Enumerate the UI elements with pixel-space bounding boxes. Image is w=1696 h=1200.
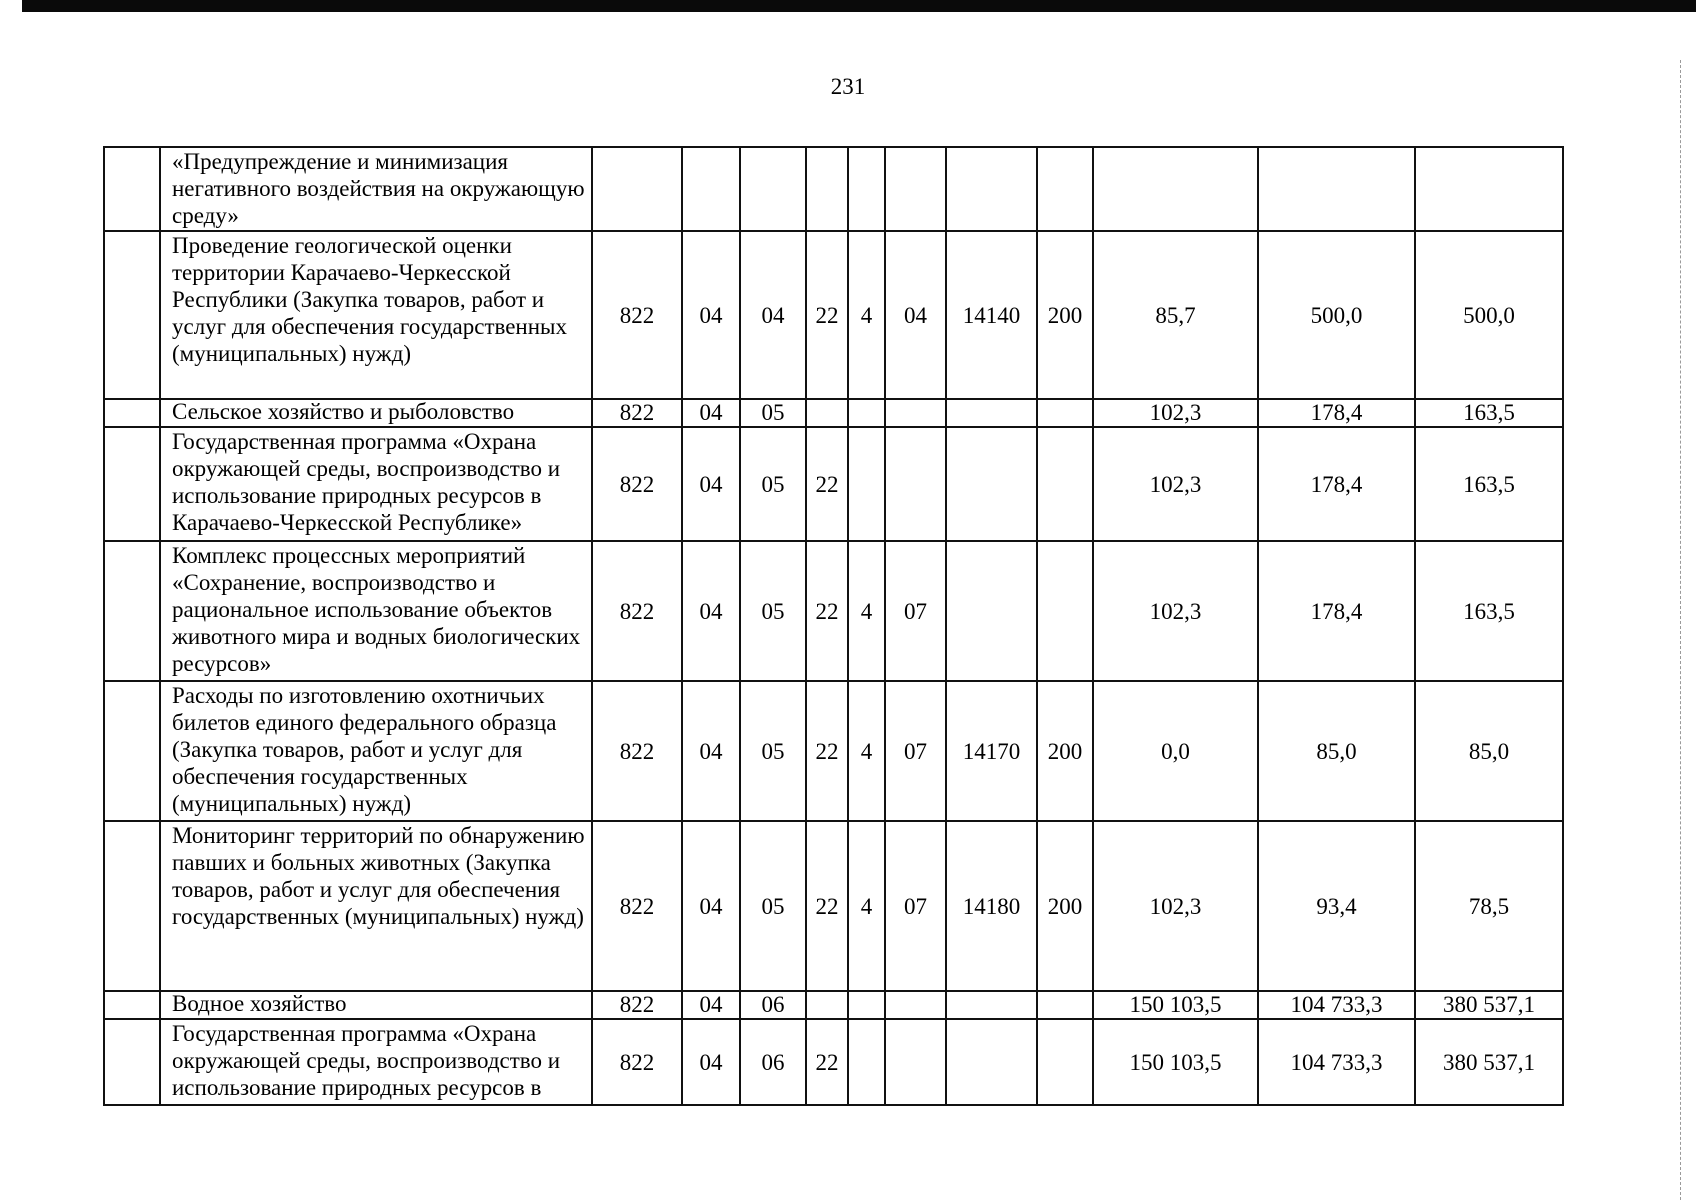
row-value-cell: 05 <box>740 427 806 541</box>
scan-right-edge <box>1680 60 1681 1200</box>
row-value-cell: 05 <box>740 399 806 427</box>
row-value-cell <box>1258 147 1415 231</box>
row-value-cell: 05 <box>740 681 806 821</box>
row-value-cell <box>848 1019 885 1105</box>
row-name-cell: Сельское хозяйство и рыболовство <box>160 399 592 427</box>
row-name-cell: Проведение геологической оценки территории Карачаево-Черкесской Республики (Закупка товаров, работ и услуг для обеспечения государственных (муниципальных) нужд) <box>160 231 592 399</box>
row-value-cell <box>806 147 848 231</box>
row-value-cell: 178,4 <box>1258 427 1415 541</box>
row-value-cell: 163,5 <box>1415 427 1563 541</box>
scan-top-border <box>22 0 1696 12</box>
row-value-cell: 822 <box>592 231 682 399</box>
row-value-cell <box>1415 147 1563 231</box>
table-row <box>104 427 1563 541</box>
row-index-cell <box>104 399 160 427</box>
row-value-cell: 14140 <box>946 231 1037 399</box>
row-value-cell: 163,5 <box>1415 541 1563 681</box>
row-value-cell: 22 <box>806 821 848 991</box>
row-value-cell: 07 <box>885 541 946 681</box>
row-value-cell: 200 <box>1037 821 1093 991</box>
row-value-cell <box>1037 399 1093 427</box>
table-row <box>104 147 1563 231</box>
row-value-cell: 4 <box>848 231 885 399</box>
row-value-cell: 380 537,1 <box>1415 1019 1563 1105</box>
row-index-cell <box>104 991 160 1019</box>
row-name-cell: Водное хозяйство <box>160 991 592 1019</box>
row-index-cell <box>104 541 160 681</box>
row-index-cell <box>104 427 160 541</box>
row-value-cell: 04 <box>885 231 946 399</box>
row-value-cell: 85,0 <box>1415 681 1563 821</box>
row-value-cell: 05 <box>740 821 806 991</box>
row-value-cell: 04 <box>682 541 740 681</box>
row-value-cell: 14170 <box>946 681 1037 821</box>
row-value-cell <box>885 1019 946 1105</box>
row-value-cell: 150 103,5 <box>1093 1019 1258 1105</box>
row-value-cell <box>1037 427 1093 541</box>
row-value-cell <box>848 991 885 1019</box>
row-value-cell: 822 <box>592 1019 682 1105</box>
row-value-cell <box>885 147 946 231</box>
row-value-cell <box>848 399 885 427</box>
row-value-cell: 178,4 <box>1258 399 1415 427</box>
row-value-cell: 04 <box>682 681 740 821</box>
row-value-cell: 822 <box>592 991 682 1019</box>
row-value-cell: 822 <box>592 427 682 541</box>
row-value-cell: 102,3 <box>1093 541 1258 681</box>
row-value-cell: 200 <box>1037 681 1093 821</box>
row-value-cell <box>946 399 1037 427</box>
table-row <box>104 681 1563 821</box>
row-value-cell <box>848 147 885 231</box>
row-value-cell: 04 <box>682 231 740 399</box>
budget-table <box>103 146 1564 1106</box>
row-value-cell: 163,5 <box>1415 399 1563 427</box>
row-value-cell: 22 <box>806 1019 848 1105</box>
row-value-cell: 822 <box>592 821 682 991</box>
row-value-cell <box>1037 541 1093 681</box>
row-value-cell: 4 <box>848 541 885 681</box>
row-value-cell: 822 <box>592 399 682 427</box>
row-value-cell: 04 <box>682 1019 740 1105</box>
row-value-cell: 04 <box>682 399 740 427</box>
row-value-cell: 500,0 <box>1415 231 1563 399</box>
row-value-cell: 04 <box>740 231 806 399</box>
row-value-cell: 93,4 <box>1258 821 1415 991</box>
row-value-cell <box>806 399 848 427</box>
row-value-cell <box>885 991 946 1019</box>
row-value-cell: 22 <box>806 681 848 821</box>
row-value-cell: 822 <box>592 681 682 821</box>
row-value-cell <box>848 427 885 541</box>
row-value-cell <box>682 147 740 231</box>
row-index-cell <box>104 1019 160 1105</box>
table-row <box>104 541 1563 681</box>
row-value-cell: 22 <box>806 231 848 399</box>
row-value-cell: 06 <box>740 991 806 1019</box>
row-value-cell <box>946 427 1037 541</box>
row-index-cell <box>104 821 160 991</box>
row-value-cell: 200 <box>1037 231 1093 399</box>
row-value-cell <box>946 1019 1037 1105</box>
row-value-cell: 4 <box>848 821 885 991</box>
row-value-cell: 4 <box>848 681 885 821</box>
row-value-cell: 14180 <box>946 821 1037 991</box>
row-value-cell: 04 <box>682 427 740 541</box>
row-value-cell: 822 <box>592 541 682 681</box>
row-value-cell <box>1037 991 1093 1019</box>
row-name-cell: Расходы по изготовлению охотничьих билетов единого федерального образца (Закупка товаров, работ и услуг для обеспечения государственных (муниципальных) нужд) <box>160 681 592 821</box>
row-value-cell: 102,3 <box>1093 427 1258 541</box>
row-value-cell <box>1037 1019 1093 1105</box>
row-value-cell: 380 537,1 <box>1415 991 1563 1019</box>
row-name-cell: Государственная программа «Охрана окружающей среды, воспроизводство и использование природных ресурсов в Карачаево-Черкесской Республике» <box>160 427 592 541</box>
row-value-cell: 104 733,3 <box>1258 1019 1415 1105</box>
row-value-cell: 178,4 <box>1258 541 1415 681</box>
table-row <box>104 231 1563 399</box>
row-index-cell <box>104 231 160 399</box>
row-value-cell <box>885 427 946 541</box>
row-value-cell: 22 <box>806 541 848 681</box>
row-value-cell: 102,3 <box>1093 821 1258 991</box>
row-value-cell: 85,7 <box>1093 231 1258 399</box>
row-value-cell <box>946 541 1037 681</box>
page-number: 231 <box>830 74 866 99</box>
row-value-cell <box>946 991 1037 1019</box>
row-value-cell <box>740 147 806 231</box>
table-row <box>104 399 1563 427</box>
row-value-cell: 06 <box>740 1019 806 1105</box>
table-row <box>104 1019 1563 1105</box>
row-value-cell <box>1037 147 1093 231</box>
row-value-cell: 07 <box>885 681 946 821</box>
row-value-cell <box>592 147 682 231</box>
row-value-cell <box>885 399 946 427</box>
table-row <box>104 991 1563 1019</box>
row-value-cell: 05 <box>740 541 806 681</box>
row-value-cell: 04 <box>682 821 740 991</box>
row-value-cell: 07 <box>885 821 946 991</box>
row-value-cell <box>806 991 848 1019</box>
row-name-cell: Комплекс процессных мероприятий «Сохранение, воспроизводство и рациональное использование объектов животного мира и водных биологических ресурсов» <box>160 541 592 681</box>
row-name-cell: Мониторинг территорий по обнаружению павших и больных животных (Закупка товаров, работ и услуг для обеспечения государственных (муниципальных) нужд) <box>160 821 592 991</box>
row-value-cell: 150 103,5 <box>1093 991 1258 1019</box>
row-value-cell: 500,0 <box>1258 231 1415 399</box>
row-value-cell: 78,5 <box>1415 821 1563 991</box>
row-name-cell: Государственная программа «Охрана окружающей среды, воспроизводство и использование природных ресурсов в <box>160 1019 592 1105</box>
row-value-cell: 104 733,3 <box>1258 991 1415 1019</box>
row-index-cell <box>104 681 160 821</box>
row-value-cell: 0,0 <box>1093 681 1258 821</box>
row-value-cell: 85,0 <box>1258 681 1415 821</box>
row-value-cell: 04 <box>682 991 740 1019</box>
row-name-cell: «Предупреждение и минимизация негативного воздействия на окружающую среду» <box>160 147 592 231</box>
row-value-cell <box>946 147 1037 231</box>
row-value-cell: 102,3 <box>1093 399 1258 427</box>
row-value-cell <box>1093 147 1258 231</box>
row-index-cell <box>104 147 160 231</box>
row-value-cell: 22 <box>806 427 848 541</box>
table-row <box>104 821 1563 991</box>
